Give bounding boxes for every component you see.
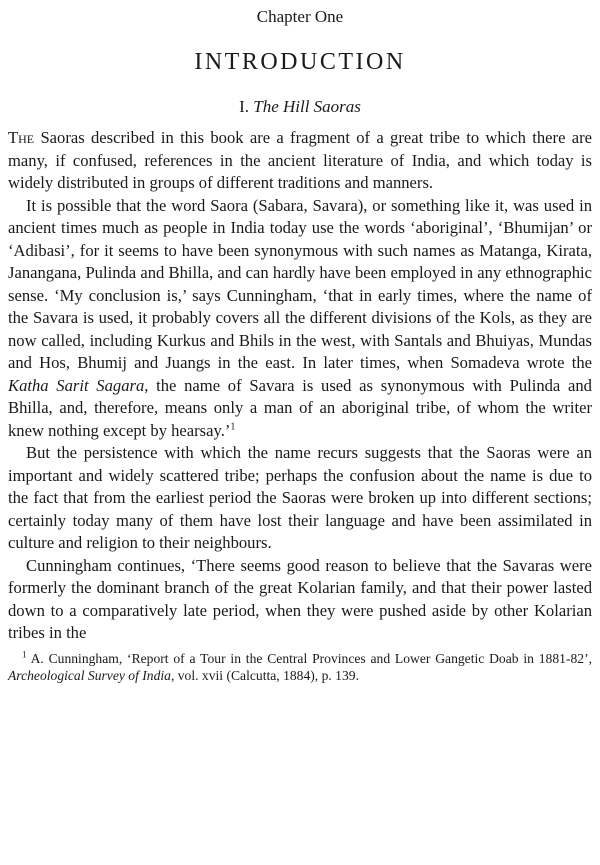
section-title: The Hill Saoras	[253, 97, 361, 116]
paragraph-text: Cunningham continues, ‘There seems good reason to believe that the Savaras were formerly the dominant branch of the great Kolarian family, and that their power lasted down to a comparatively late period, when they were pushed aside by other Kolarian tribes in the	[8, 555, 592, 642]
footnote	[8, 650, 592, 684]
paragraph-text: , the name of Savara is used as synonymous with Pulinda and Bhilla, and, therefore, means only a man of an aboriginal tribe, of whom the writer knew nothing except by hearsay.’	[8, 375, 592, 440]
body-text	[8, 127, 592, 645]
section-number: I.	[239, 97, 249, 116]
paragraph	[8, 442, 592, 555]
footnote-text: A. Cunningham, ‘Report of a Tour in the Central Provinces and Lower Gangetic Doab in 1881-82’,	[26, 650, 592, 666]
paragraph	[8, 555, 592, 645]
footnote-reference: 1	[230, 420, 236, 432]
paragraph-lead-word: The	[8, 128, 35, 147]
paragraph	[8, 127, 592, 195]
book-title: Katha Sarit Sagara	[8, 375, 145, 395]
paragraph-text: It is possible that the word Saora (Sabara, Savara), or something like it, was used in ancient times much as people in India today use the words ‘aboriginal’, ‘Bhumijan’ or ‘Adibasi’, for it seems to have been synonymous with such names as Matanga, Kirata, Janangana, Pulinda and Bhilla, and can hardly have been employed in any ethnographic sense. ‘My conclusion is,’ says Cunningham, ‘that in early times, where the name of the Savara is used, it probably covers all the different divisions of the Kols, as they are now called, including Kurkus and Bhils in the west, with Santals and Bhuiyas, Mundas and Hos, Bhumij and Juangs in the east. In later times, when Somadeva wrote the	[8, 195, 592, 372]
footnote-marker: 1	[22, 648, 27, 659]
paragraph	[8, 195, 592, 443]
footnote-text: , vol. xvii (Calcutta, 1884), p. 139.	[170, 667, 359, 683]
paragraph-text: Saoras described in this book are a fragment of a great tribe to which there are many, if confused, references in the ancient literature of India, and which today is widely distributed in groups of different traditions and manners.	[8, 128, 592, 192]
section-heading	[8, 96, 592, 118]
chapter-title: INTRODUCTION	[194, 49, 406, 75]
footnote-publication: Archeological Survey of India	[8, 667, 171, 683]
paragraph-text: But the persistence with which the name recurs suggests that the Saoras were an important and widely scattered tribe; perhaps the confusion about the name is due to the fact that from the earliest period the Saoras were broken up into different sections; certainly today many of them have lost their language and have been assimilated in culture and religion to their neighbours.	[8, 443, 592, 552]
chapter-label: Chapter One	[256, 7, 344, 26]
